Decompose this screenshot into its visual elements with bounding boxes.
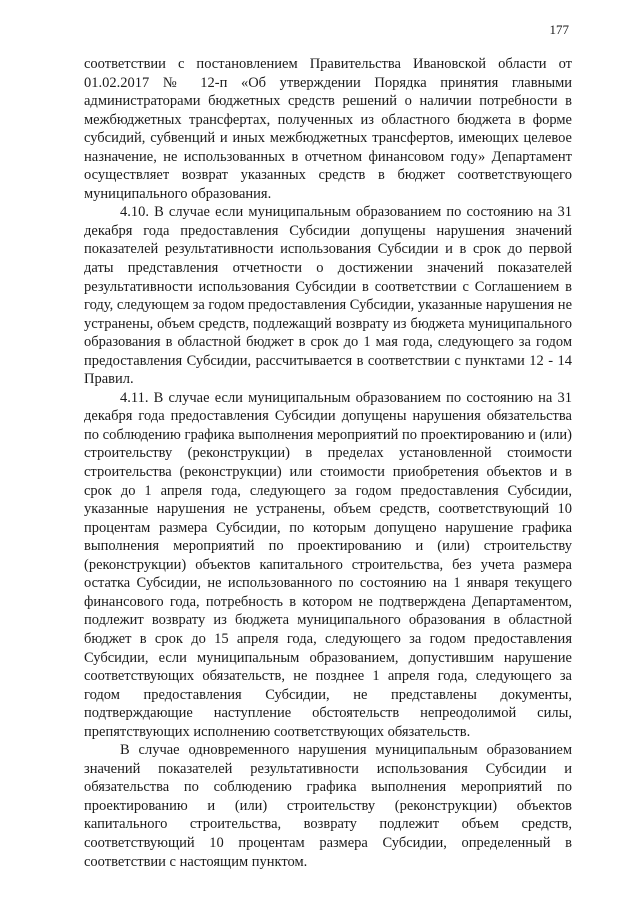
paragraph-4-10: 4.10. В случае если муниципальным образованием по состоянию на 31 декабря года предоставления Субсидии допущены нарушения значений показателей результативности использования Субсидии и в срок до первой даты представления отчетности о достижении значений показателей результативности использования Субсидии в соответствии с Соглашением в году, следующем за годом предоставления Субсидии, указанные нарушения не устранены, объем средств, подлежащий возврату из бюджета муниципального образования в областной бюджет в срок до 1 мая года, следующего за годом предоставления Субсидии, рассчитывается в соответствии с пунктами 12 - 14 Правил.	[84, 204, 572, 388]
page-number: 177	[549, 22, 569, 37]
document-body	[84, 55, 572, 871]
paragraph-simultaneous-violation: В случае одновременного нарушения муниципальным образованием значений показателей результативности использования Субсидии и обязательства по соблюдению графика выполнения мероприятий по проектированию и (или) строительству (реконструкции) объектов капитального строительства, возврату подлежит объем средств, соответствующий 10 процентам размера Субсидии, определенный в соответствии с настоящим пунктом.	[84, 742, 572, 870]
paragraph-4-11: 4.11. В случае если муниципальным образованием по состоянию на 31 декабря года предоставления Субсидии допущены нарушения обязательства по соблюдению графика выполнения мероприятий по проектированию и (или) строительству (реконструкции) в пределах установленной стоимости строительства (реконструкции) или стоимости приобретения объектов и в срок до 1 апреля года, следующего за годом предоставления Субсидии, указанные нарушения не устранены, объем средств, соответствующий 10 процентам размера Субсидии, по которым допущено нарушение графика выполнения мероприятий по проектированию и (или) строительству (реконструкции) объектов капитального строительства, без учета размера остатка Субсидии, не использованного по состоянию на 1 января текущего финансового года, потребность в котором не подтверждена Департаментом, подлежит возврату из бюджета муниципального образования в областной бюджет в срок до 15 апреля года, следующего за годом предоставления Субсидии, если муниципальным образованием, допустившим нарушение соответствующих обязательств, не позднее 1 апреля года, следующего за годом предоставления Субсидии, не представлены документы, подтверждающие наступление обстоятельств непреодолимой силы, препятствующих исполнению соответствующих обязательств.	[84, 389, 572, 740]
paragraph-continuation: соответствии с постановлением Правительства Ивановской области от 01.02.2017 № 12-п «Об утверждении Порядка принятия главными администраторами бюджетных средств решений о наличии потребности в межбюджетных трансфертах, полученных из областного бюджета в форме субсидий, субвенций и иных межбюджетных трансфертов, имеющих целевое назначение, не использованных в отчетном финансовом году» Департамент осуществляет возврат указанных средств в бюджет соответствующего муниципального образования.	[84, 56, 572, 202]
